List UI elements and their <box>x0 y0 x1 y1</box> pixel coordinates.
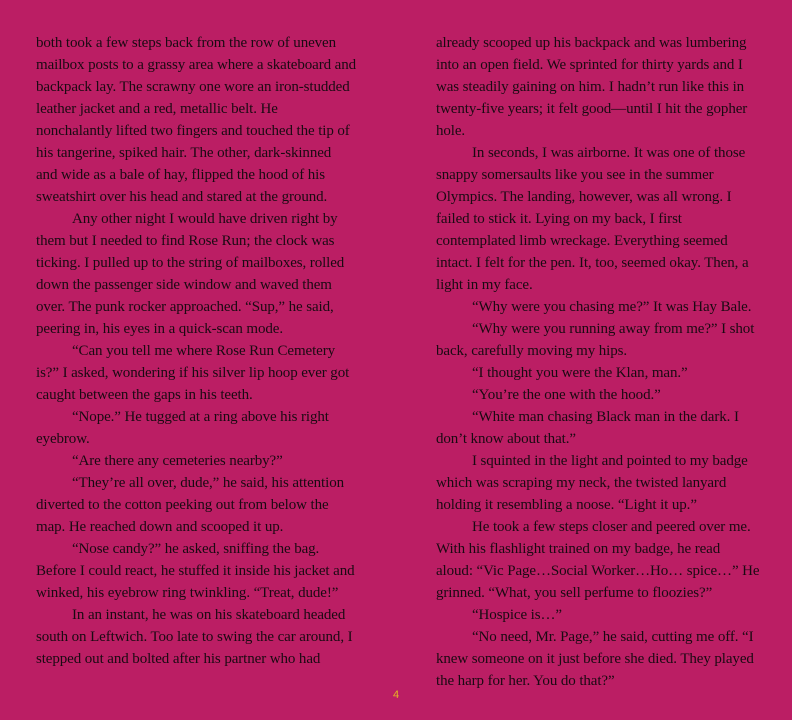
paragraph: “Why were you running away from me?” I shot back, carefully moving my hips. <box>436 321 755 359</box>
paragraph: Any other night I would have driven right by them but I needed to find Rose Run; the clock was ticking. I pulled up to the string of mailboxes, rolled down the passenger side window and waved them over. The punk rocker approached. “Sup,” he said, peering in, his eyes in a quick-scan mode. <box>36 211 345 337</box>
paragraph: “Nose candy?” he asked, sniffing the bag. Before I could react, he stuffed it inside his jacket and winked, his eyebrow ring twinkling. “Treat, dude!” <box>36 541 355 601</box>
paragraph: In seconds, I was airborne. It was one of those snappy somersaults like you see in the summer Olympics. The landing, however, was all wrong. I failed to stick it. Lying on my back, I first contemplated limb wreckage. Everything seemed intact. I felt for the pen. It, too, seemed okay. Then, a light in my face. <box>436 145 749 293</box>
paragraph: “Can you tell me where Rose Run Cemetery is?” I asked, wondering if his silver lip hoop ever got caught between the gaps in his teeth. <box>36 343 350 403</box>
paragraph: “They’re all over, dude,” he said, his attention diverted to the cotton peeking out from below the map. He reached down and scooped it up. <box>36 475 344 535</box>
paragraph: “White man chasing Black man in the dark. I don’t know about that.” <box>436 409 739 447</box>
paragraph: “Are there any cemeteries nearby?” <box>72 453 283 469</box>
paragraph: already scooped up his backpack and was lumbering into an open field. We sprinted for thirty yards and I was steadily gaining on him. I hadn’t run like this in twenty-five years; it felt good—until I hit the gopher hole. <box>436 35 748 139</box>
paragraph: “You’re the one with the hood.” <box>472 387 661 403</box>
paragraph: “Why were you chasing me?” It was Hay Bale. <box>472 299 752 315</box>
paragraph: He took a few steps closer and peered over me. With his flashlight trained on my badge, he read aloud: “Vic Page…Social Worker…Ho… spice…” He grinned. “What, you sell perfume to floozies?” <box>436 519 760 601</box>
page-number: 4 <box>392 689 400 701</box>
paragraph: “Nope.” He tugged at a ring above his right eyebrow. <box>36 409 329 447</box>
paragraph: “No need, Mr. Page,” he said, cutting me off. “I knew someone on it just before she died. They played the harp for her. You do that?” <box>436 629 754 689</box>
right-text-column <box>436 32 760 692</box>
paragraph: I squinted in the light and pointed to my badge which was scraping my neck, the twisted lanyard holding it resembling a noose. “Light it up.” <box>436 453 748 513</box>
paragraph: both took a few steps back from the row of uneven mailbox posts to a grassy area where a skateboard and backpack lay. The scrawny one wore an iron-studded leather jacket and a red, metallic belt. He nonchalantly lifted two fingers and touched the tip of his tangerine, spiked hair. The other, dark-skinned and wide as a bale of hay, flipped the hood of his sweatshirt over his head and stared at the ground. <box>36 35 357 205</box>
paragraph: “I thought you were the Klan, man.” <box>472 365 688 381</box>
left-text-column <box>36 32 356 670</box>
paragraph: In an instant, he was on his skateboard headed south on Leftwich. Too late to swing the car around, I stepped out and bolted after his partner who had <box>36 607 353 667</box>
paragraph: “Hospice is…” <box>472 607 562 623</box>
